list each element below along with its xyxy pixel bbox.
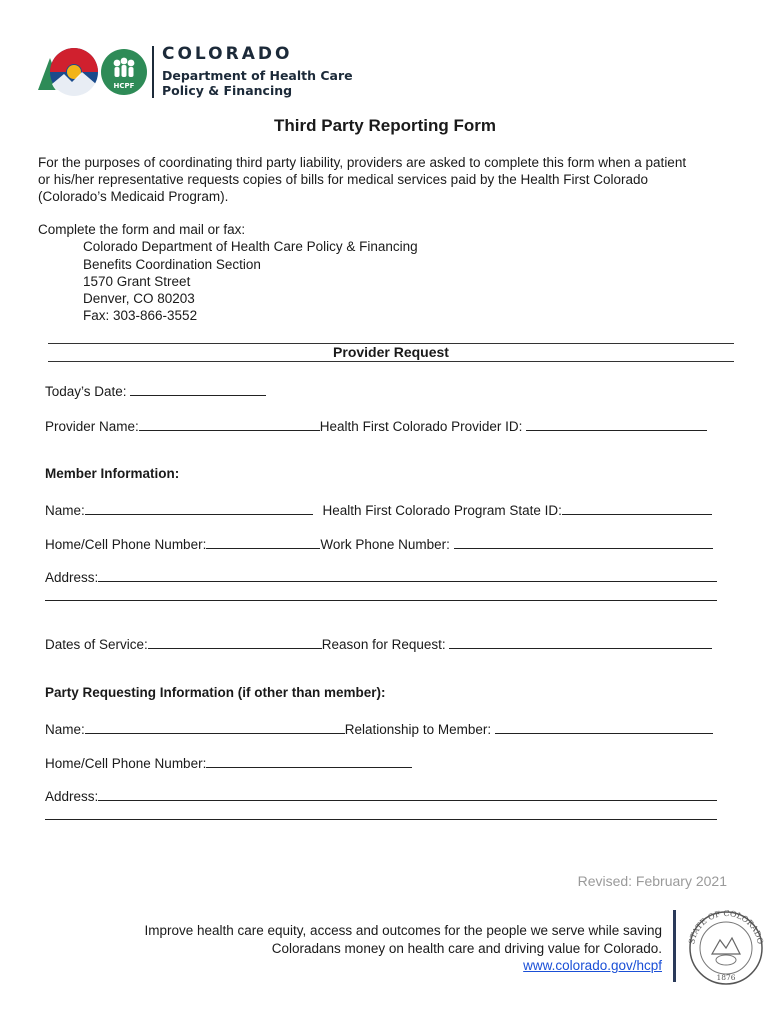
party-home-phone-label: Home/Cell Phone Number: [45, 756, 207, 771]
intro-line: (Colorado’s Medicaid Program). [38, 189, 229, 204]
todays-date-row [45, 381, 266, 399]
section-provider-request: Provider Request [48, 343, 734, 362]
member-name-row [45, 500, 712, 518]
svg-text:STATE OF COLORADO [688, 910, 764, 945]
member-state-id-field[interactable] [562, 500, 712, 515]
footer-text [144, 922, 662, 975]
member-state-id-label: Health First Colorado Program State ID: [322, 503, 562, 518]
member-address-field[interactable] [98, 567, 717, 582]
member-address-field-line2[interactable] [45, 600, 717, 601]
footer-line: Improve health care equity, access and outcomes for the people we serve while saving [144, 923, 662, 938]
member-name-label: Name: [45, 503, 85, 518]
seal-year: 1876 [716, 973, 736, 982]
member-heading: Member Information: [45, 466, 180, 481]
member-address-row [45, 567, 717, 585]
party-heading: Party Requesting Information (if other than member): [45, 685, 386, 700]
party-phone-row [45, 753, 412, 771]
page-title: Third Party Reporting Form [274, 116, 496, 135]
org-dept-line1: Department of Health Care [162, 68, 353, 83]
intro-line: or his/her representative requests copies of bills for medical services paid by the Health First Colorado [38, 172, 649, 187]
revised-date: Revised: February 2021 [577, 873, 727, 889]
todays-date-label: Today’s Date: [45, 384, 127, 399]
org-dept-line2: Policy & Financing [162, 83, 293, 98]
footer-divider [673, 910, 676, 982]
mailing-address-line: 1570 Grant Street [83, 273, 191, 289]
relationship-field[interactable] [495, 719, 713, 734]
mailing-instructions [38, 221, 418, 325]
dates-of-service-label: Dates of Service: [45, 637, 148, 652]
provider-name-label: Provider Name: [45, 419, 139, 434]
provider-name-field[interactable] [139, 416, 320, 431]
mailing-address-line: Denver, CO 80203 [83, 291, 195, 307]
member-home-phone-field[interactable] [206, 534, 320, 549]
colorado-hcpf-logo [38, 44, 150, 100]
provider-id-label: Health First Colorado Provider ID: [319, 419, 523, 434]
party-name-label: Name: [45, 722, 85, 737]
member-home-phone-label: Home/Cell Phone Number: [45, 537, 207, 552]
reason-label: Reason for Request: [321, 637, 446, 652]
mailing-fax: Fax: 303-866-3552 [83, 308, 198, 324]
state-seal-icon [688, 910, 764, 989]
org-state: COLORADO [162, 44, 293, 64]
party-address-label: Address: [45, 789, 99, 804]
todays-date-field[interactable] [130, 381, 266, 396]
provider-id-field[interactable] [526, 416, 707, 431]
member-work-phone-label: Work Phone Number: [320, 537, 450, 552]
member-work-phone-field[interactable] [454, 534, 713, 549]
footer-line: Coloradans money on health care and driving value for Colorado. [271, 940, 662, 956]
mailing-address-line: Benefits Coordination Section [83, 256, 261, 272]
party-name-field[interactable] [85, 719, 345, 734]
member-name-field[interactable] [85, 500, 313, 515]
header-divider [152, 46, 154, 98]
party-name-row [45, 719, 713, 737]
intro-line: For the purposes of coordinating third party liability, providers are asked to complete this form when a patient [38, 155, 687, 170]
provider-row [45, 416, 707, 434]
reason-field[interactable] [449, 634, 712, 649]
party-address-row [45, 786, 717, 804]
mailing-address-line: Colorado Department of Health Care Policy & Financing [83, 239, 418, 255]
hcpf-logo-text: HCPF [113, 82, 135, 90]
member-phone-row [45, 534, 713, 552]
seal-text: STATE OF COLORADO [688, 910, 764, 945]
relationship-label: Relationship to Member: [344, 722, 492, 737]
mailing-instruction: Complete the form and mail or fax: [38, 222, 246, 237]
org-name [162, 44, 353, 98]
hcpf-website-link[interactable]: www.colorado.gov/hcpf [523, 958, 662, 973]
service-row [45, 634, 712, 652]
dates-of-service-field[interactable] [148, 634, 322, 649]
intro-paragraph [38, 154, 738, 205]
party-home-phone-field[interactable] [206, 753, 412, 768]
party-address-field[interactable] [98, 786, 717, 801]
party-address-field-line2[interactable] [45, 819, 717, 820]
member-address-label: Address: [45, 570, 99, 585]
